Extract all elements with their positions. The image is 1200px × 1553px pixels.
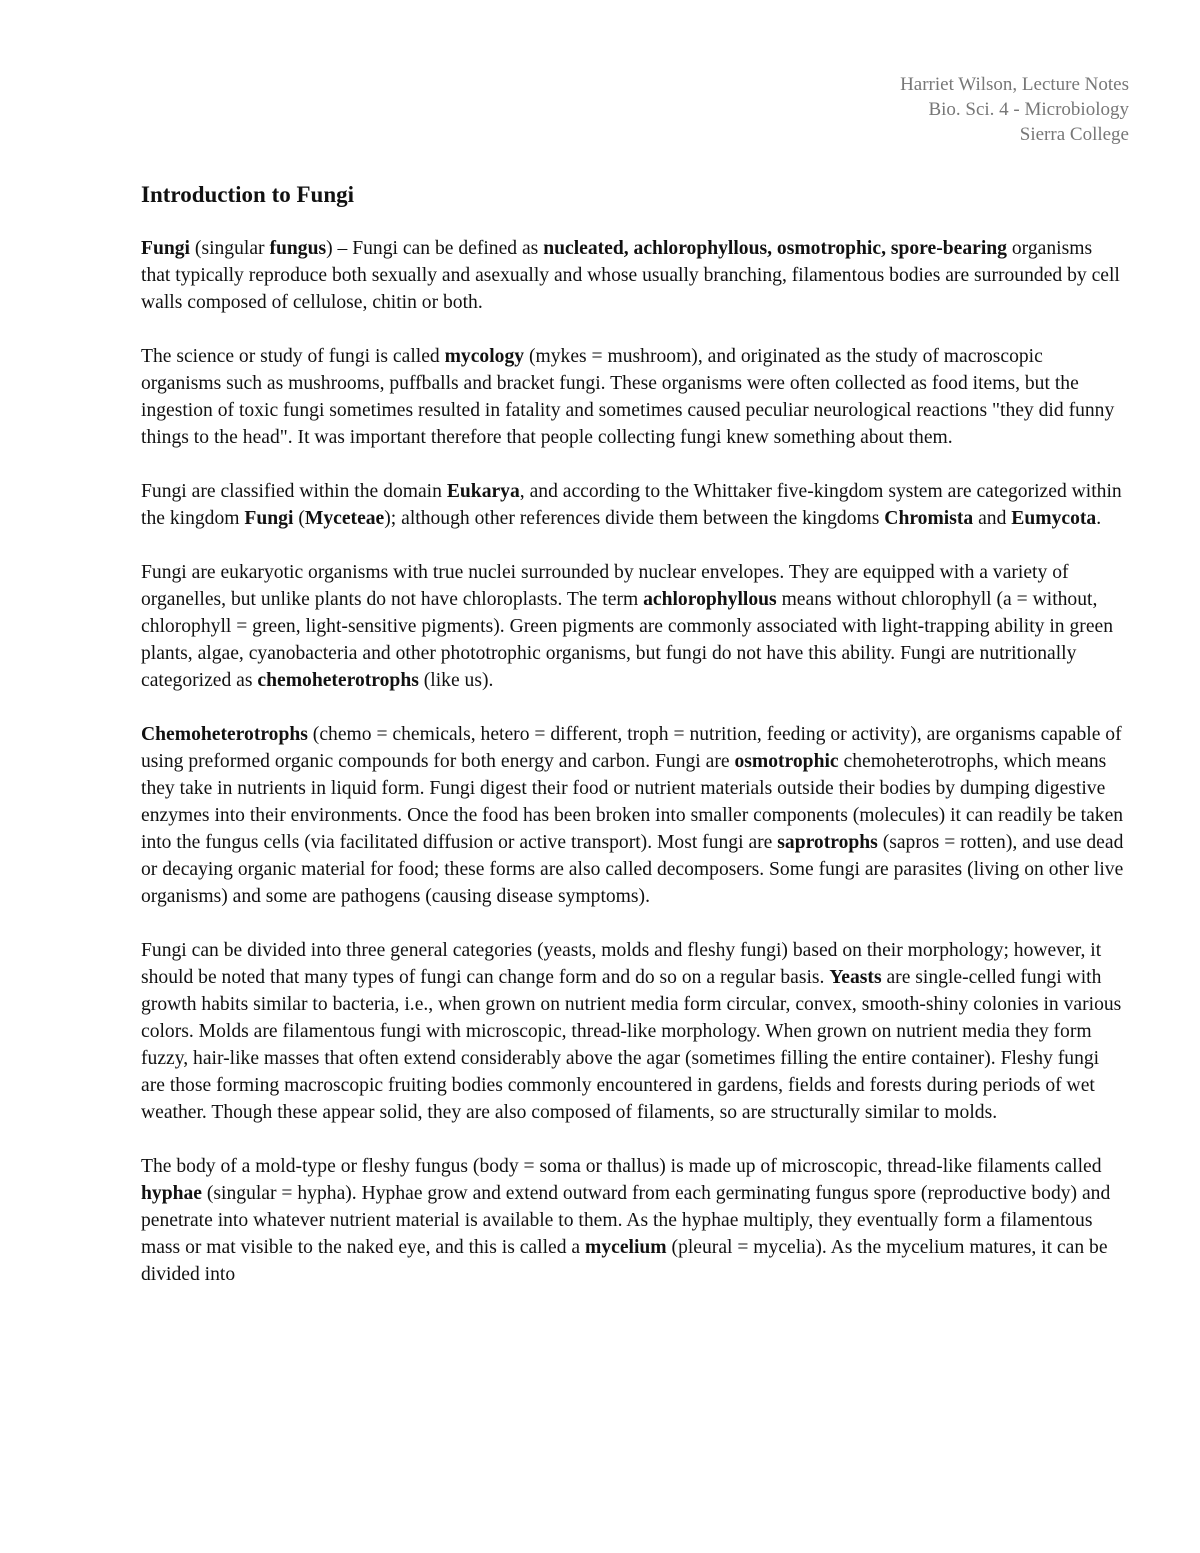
term-yeasts: Yeasts [829,967,882,988]
text-span: Fungi can be divided into three general categories (yeasts, molds and fleshy fungi) based on their morphology; however, it should be noted that many types of fungi can change form and do so on a regular basis. [141,940,1102,988]
text-span: (singular [190,238,270,259]
paragraph-eukaryotic [141,559,1126,694]
text-span: The science or study of fungi is called [141,346,445,367]
header-course: Bio. Sci. 4 - Microbiology [928,99,1129,120]
paragraph-mycology [141,343,1126,451]
text-span: means without chlorophyll (a = without, chlorophyll = green, light-sensitive pigments). Green pigments are commonly associated with light-trapping ability in green plants, algae, cyanobacteria and other phototrophic organisms, but fungi do not have this ability. Fungi are nutritionally categorized as [141,589,1114,691]
paragraph-hyphae [141,1153,1126,1288]
header-author: Harriet Wilson, Lecture Notes [900,74,1129,95]
header-block [900,72,1129,147]
header-institution: Sierra College [1019,124,1129,145]
text-span: . [1096,508,1102,529]
text-span: The body of a mold-type or fleshy fungus (body = soma or thallus) is made up of microscopic, thread-like filaments called [141,1156,1102,1177]
term-kingdom-fungi: Fungi [244,508,294,529]
text-span: chemoheterotrophs, which means they take in nutrients in liquid form. Fungi digest their food or nutrient materials outside their bodies by dumping digestive enzymes into their environments. Once the food has been broken into smaller components (molecules) it can readily be taken into the fungus cells (via facilitated diffusion or active transport). Most fungi are [141,751,1124,853]
paragraph-categories [141,937,1126,1126]
term-eukarya: Eukarya [446,481,520,502]
text-span: (sapros = rotten), and use dead or decaying organic material for food; these forms are also called decomposers. Some fungi are parasites (living on other live organisms) and some are pathogens (causing disease symptoms). [141,832,1124,907]
paragraph-chemoheterotrophs [141,721,1126,910]
text-span: ); although other references divide them between the kingdoms [384,508,885,529]
term-saprotrophs: saprotrophs [777,832,878,853]
paragraph-classification [141,478,1126,532]
term-fungi: Fungi [141,238,191,259]
text-span: organisms that typically reproduce both sexually and asexually and whose usually branching, filamentous bodies are surrounded by cell walls composed of cellulose, chitin or both. [141,238,1120,313]
text-span: (singular = hypha). Hyphae grow and extend outward from each germinating fungus spore (reproductive body) and penetrate into whatever nutrient material is available to them. As the hyphae multiply, they eventually form a filamentous mass or mat visible to the naked eye, and this is called a [141,1183,1111,1258]
term-chemoheterotrophs: chemoheterotrophs [257,670,419,691]
term-mycology: mycology [444,346,525,367]
term-chemoheterotrophs-heading: Chemoheterotrophs [141,724,308,745]
text-span: (mykes = mushroom), and originated as the study of macroscopic organisms such as mushrooms, puffballs and bracket fungi. These organisms were often collected as food items, but the ingestion of toxic fungi sometimes resulted in fatality and sometimes caused peculiar neurological reactions "they did funny things to the head". It was important therefore that people collecting fungi knew something about them. [141,346,1115,448]
text-span: ) – Fungi can be defined as [326,238,544,259]
text-span: are single-celled fungi with growth habits similar to bacteria, i.e., when grown on nutrient media form circular, convex, smooth-shiny colonies in various colors. Molds are filamentous fungi with microscopic, thread-like morphology. When grown on nutrient media they form fuzzy, hair-like masses that often extend considerably above the agar (sometimes filling the entire container). Fleshy fungi are those forming macroscopic fruiting bodies commonly encountered in gardens, fields and forests during periods of wet weather. Though these appear solid, they are also composed of filaments, so are structurally similar to molds. [141,967,1122,1123]
term-fungus: fungus [269,238,327,259]
term-chromista: Chromista [884,508,974,529]
text-span: (chemo = chemicals, hetero = different, troph = nutrition, feeding or activity), are organisms capable of using preformed organic compounds for both energy and carbon. Fungi are [141,724,1122,772]
term-characteristics: nucleated, achlorophyllous, osmotrophic, spore-bearing [543,238,1007,259]
page-title: Introduction to Fungi [141,182,355,207]
text-span: (pleural = mycelia). As the mycelium matures, it can be divided into [141,1237,1108,1285]
text-span: Fungi are eukaryotic organisms with true nuclei surrounded by nuclear envelopes. They are equipped with a variety of organelles, but unlike plants do not have chloroplasts. The term [141,562,1069,610]
text-span: Fungi are classified within the domain [141,481,447,502]
term-myceteae: Myceteae [304,508,385,529]
text-span: and [973,508,1012,529]
text-span: (like us). [418,670,494,691]
term-mycelium: mycelium [585,1237,667,1258]
text-span: ( [293,508,305,529]
document-body [141,235,1126,1288]
term-eumycota: Eumycota [1011,508,1097,529]
paragraph-definition [141,235,1126,316]
term-hyphae: hyphae [141,1183,202,1204]
term-achlorophyllous: achlorophyllous [643,589,777,610]
text-span: , and according to the Whittaker five-kingdom system are categorized within the kingdom [141,481,1122,529]
term-osmotrophic: osmotrophic [734,751,839,772]
